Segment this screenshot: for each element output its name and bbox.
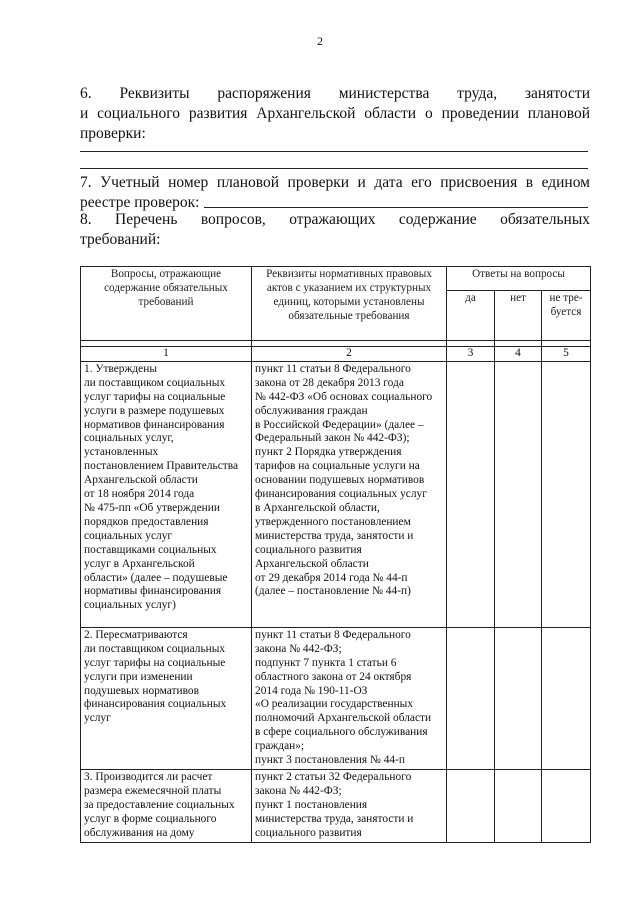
fill-line-2 [80,168,588,169]
answer-no-cell[interactable] [495,627,542,769]
column-numbers-row [81,347,591,362]
header-yes: да [447,291,495,341]
answer-no-cell[interactable] [495,361,542,627]
header-questions: Вопросы, отражающие содержание обязательных требований [81,267,252,341]
item6-line2: и социального развития Архангельской области о проведении плановой [80,105,590,122]
fill-line-1 [80,151,588,152]
header-not-required: не тре- буется [542,291,591,341]
fill-line-registry [204,207,588,208]
page-number: 2 [317,34,323,48]
column-number: 5 [542,347,591,362]
table-row [81,361,591,627]
question-cell: 1. Утверждены ли поставщиком социальных услуг тарифы на социальные услуги в размере подушевых нормативов финансирования социальных услуг, установленных постановлением Правительства Архангельской области от 18 ноября 2014 года № 475-пп «Об утверждении порядков предоставления социальных услуг поставщиками социальных услуг в Архангельской области» (далее – подушевые нормативы финансирования социальных услуг) [81,361,252,627]
answer-yes-cell[interactable] [447,769,495,842]
header-answers: Ответы на вопросы [447,267,591,291]
requirements-table [80,266,591,843]
acts-cell: пункт 11 статьи 8 Федерального закона № 442-ФЗ; подпункт 7 пункта 1 статьи 6 областного закона от 24 октября 2014 года № 190-11-ОЗ «О реализации государственных полномочий Архангельской области в сфере социального обслуживания граждан»; пункт 3 постановления № 44-п [252,627,447,769]
column-number: 1 [81,347,252,362]
answer-yes-cell[interactable] [447,627,495,769]
column-number: 4 [495,347,542,362]
item7-line1: 7. Учетный номер плановой проверки и дата его присвоения в едином [80,174,590,191]
item8-line2: требований: [80,231,161,248]
header-no: нет [495,291,542,341]
answer-yes-cell[interactable] [447,361,495,627]
item6-line3: проверки: [80,125,146,142]
item6-line1: 6. Реквизиты распоряжения министерства труда, занятости [80,85,590,102]
item7-line2: реестре проверок: [80,194,200,211]
answer-not-required-cell[interactable] [542,769,591,842]
answer-not-required-cell[interactable] [542,361,591,627]
column-number: 3 [447,347,495,362]
answer-not-required-cell[interactable] [542,627,591,769]
table-row [81,769,591,842]
column-number: 2 [252,347,447,362]
answer-no-cell[interactable] [495,769,542,842]
question-cell: 2. Пересматриваются ли поставщиком социальных услуг тарифы на социальные услуги при изменении подушевых нормативов финансирования социальных услуг [81,627,252,769]
table-row [81,627,591,769]
header-acts: Реквизиты нормативных правовых актов с указанием их структурных единиц, которыми установлены обязательные требования [252,267,447,341]
question-cell: 3. Производится ли расчет размера ежемесячной платы за предоставление социальных услуг в форме социального обслуживания на дому [81,769,252,842]
acts-cell: пункт 2 статьи 32 Федерального закона № 442-ФЗ; пункт 1 постановления министерства труда, занятости и социального развития [252,769,447,842]
acts-cell: пункт 11 статьи 8 Федерального закона от 28 декабря 2013 года № 442-ФЗ «Об основах социального обслуживания граждан в Российской Федерации» (далее – Федеральный закон № 442-ФЗ); пункт 2 Порядка утверждения тарифов на социальные услуги на основании подушевых нормативов финансирования социальных услуг в Архангельской области, утвержденного постановлением министерства труда, занятости и социального развития Архангельской области от 29 декабря 2014 года № 44-п (далее – постановление № 44-п) [252,361,447,627]
item8-line1: 8. Перечень вопросов, отражающих содержание обязательных [80,211,590,228]
